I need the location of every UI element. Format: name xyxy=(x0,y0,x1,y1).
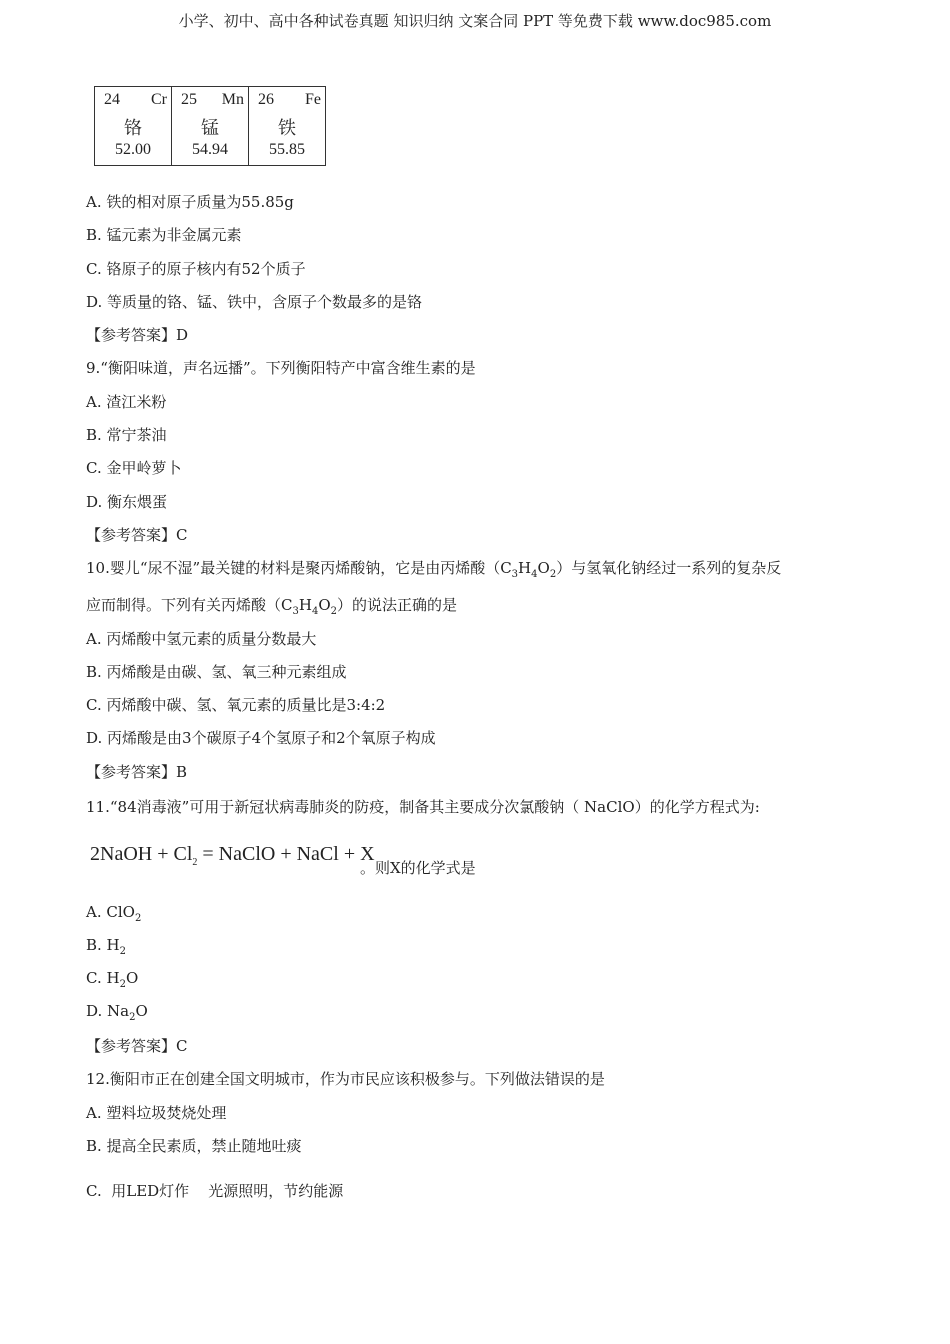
q11-option-d: D. $Na_2O$ xyxy=(86,1002,148,1023)
element-cell-fe xyxy=(249,87,326,166)
element-cell-cr xyxy=(95,87,172,166)
q11-option-a: A. ClO$_2$ xyxy=(86,903,142,924)
periodic-table-excerpt xyxy=(94,86,326,166)
chemical-equation: 2NaOH + $Cl_2$ = NaClO + NaCl + X xyxy=(90,843,375,868)
element-symbol: Mn xyxy=(221,91,244,108)
element-name: 铬 xyxy=(124,118,142,139)
q11-stem-tail: 。则X的化学式是 xyxy=(360,859,476,877)
element-cell-mn xyxy=(172,87,249,166)
atomic-mass: 52.00 xyxy=(115,141,151,158)
q9-stem: 9.“衡阳味道，声名远播”。下列衡阳特产中富含维生素的是 xyxy=(86,359,476,377)
q8-answer: 【参考答案】D xyxy=(86,326,189,344)
atomic-number: 25 xyxy=(181,91,197,108)
q9-option-b: B. 常宁茶油 xyxy=(86,426,167,444)
q9-option-c: C. 金甲岭萝卜 xyxy=(86,459,182,477)
element-name: 锰 xyxy=(201,118,219,139)
atomic-number: 24 xyxy=(104,91,120,108)
q12-stem: 12.衡阳市正在创建全国文明城市，作为市民应该积极参与。下列做法错误的是 xyxy=(86,1070,605,1088)
q8-option-b: B. 锰元素为非金属元素 xyxy=(86,226,242,244)
q10-option-d: D. 丙烯酸是由3个碳原子4个氢原子和2个氧原子构成 xyxy=(86,729,436,747)
q10-option-b: B. 丙烯酸是由碳、氢、氧三种元素组成 xyxy=(86,663,347,681)
atomic-mass: 55.85 xyxy=(269,141,305,158)
q10-answer: 【参考答案】B xyxy=(86,763,188,781)
q12-option-c: C. 用LED灯作 光源照明，节约能源 xyxy=(86,1182,344,1200)
page-header: 小学、初中、高中各种试卷真题 知识归纳 文案合同 PPT 等免费下载 www.doc985.com xyxy=(178,12,772,30)
q8-option-c: C. 铬原子的原子核内有52个质子 xyxy=(86,260,306,278)
q9-option-d: D. 衡东煨蛋 xyxy=(86,493,168,511)
q12-option-a: A. 塑料垃圾焚烧处理 xyxy=(86,1104,227,1122)
atomic-mass: 54.94 xyxy=(192,141,228,158)
q9-answer: 【参考答案】C xyxy=(86,526,188,544)
q11-option-b: B. $H_2$ xyxy=(86,936,127,957)
element-symbol: Cr xyxy=(151,91,167,108)
element-symbol: Fe xyxy=(305,91,321,108)
q8-option-a: A. 铁的相对原子质量为55.85g xyxy=(86,193,294,211)
q11-option-c: C. $H_2O$ xyxy=(86,969,139,990)
q11-stem: 11.“84消毒液”可用于新冠状病毒肺炎的防疫，制备其主要成分次氯酸钠（ NaClO）的化学方程式为: xyxy=(86,798,760,816)
q10-stem-line2: 应而制得。下列有关丙烯酸$(C_3H_4O_2)$的说法正确的是 xyxy=(86,596,458,617)
q8-option-d: D. 等质量的铬、锰、铁中，含原子个数最多的是铬 xyxy=(86,293,423,311)
q10-stem-line1: 10.婴儿“尿不湿”最关键的材料是聚丙烯酸钠，它是由丙烯酸$(C_3H_4O_2)$与氢氧化钠经过一系列的复杂反 xyxy=(86,559,782,580)
element-name: 铁 xyxy=(278,118,296,139)
q10-option-c: C. 丙烯酸中碳、氢、氧元素的质量比是3:4:2 xyxy=(86,696,386,714)
q12-option-b: B. 提高全民素质，禁止随地吐痰 xyxy=(86,1137,302,1155)
atomic-number: 26 xyxy=(258,91,274,108)
q11-answer: 【参考答案】C xyxy=(86,1037,188,1055)
q10-option-a: A. 丙烯酸中氢元素的质量分数最大 xyxy=(86,630,317,648)
q9-option-a: A. 渣江米粉 xyxy=(86,393,167,411)
